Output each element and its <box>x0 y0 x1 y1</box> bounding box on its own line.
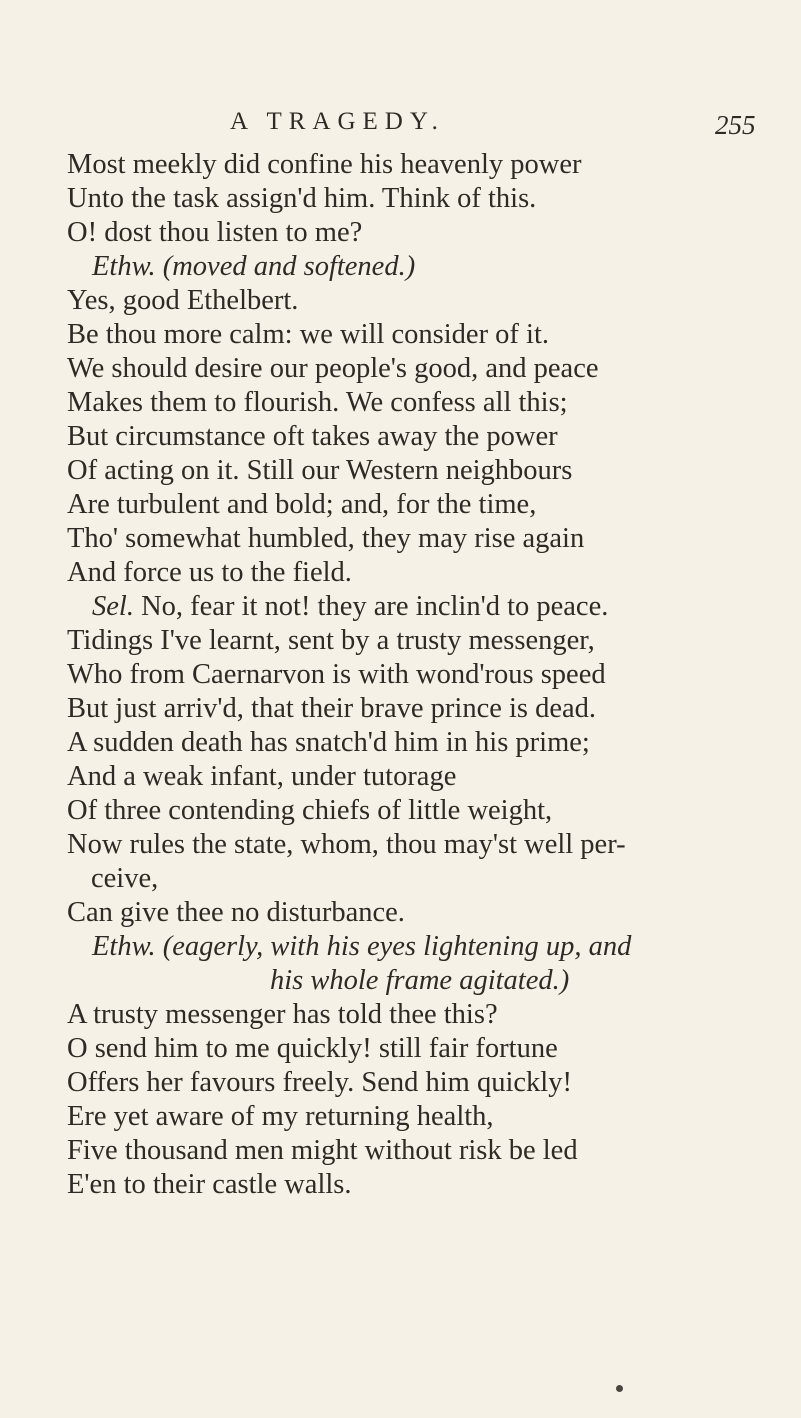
verse-line: E'en to their castle walls. <box>67 1169 352 1200</box>
verse-line: A sudden death has snatch'd him in his prime; <box>67 727 590 758</box>
verse-line: Are turbulent and bold; and, for the time, <box>67 489 537 520</box>
verse-line: O send him to me quickly! still fair fortune <box>67 1033 558 1064</box>
speaker-name: Ethw. <box>92 251 156 282</box>
speaker-line <box>92 248 415 286</box>
stage-direction-continuation: his whole frame agitated.) <box>270 965 570 996</box>
verse-line: But just arriv'd, that their brave prince is dead. <box>67 693 597 724</box>
verse-line: Makes them to flourish. We confess all this; <box>67 387 568 418</box>
speaker-line: Sel. No, fear it not! they are inclin'd to peace. <box>92 591 609 622</box>
verse-line: Offers her favours freely. Send him quickly! <box>67 1067 572 1098</box>
verse-line: Of three contending chiefs of little weight, <box>67 795 553 826</box>
verse-line: Ere yet aware of my returning health, <box>67 1101 494 1132</box>
speaker-line <box>92 928 631 966</box>
verse-line: Can give thee no disturbance. <box>67 897 405 928</box>
verse-line: Be thou more calm: we will consider of it. <box>67 319 550 350</box>
verse-line: Now rules the state, whom, thou may'st well per- <box>67 829 626 860</box>
verse-line: Who from Caernarvon is with wond'rous speed <box>67 659 606 690</box>
page-number: 255 <box>715 110 756 140</box>
ink-speck <box>616 1385 623 1392</box>
verse-line: Five thousand men might without risk be led <box>67 1135 578 1166</box>
speaker-name: Sel. <box>92 591 134 622</box>
verse-line-continuation: ceive, <box>91 863 159 894</box>
verse-line: And force us to the field. <box>67 557 352 588</box>
verse-line: And a weak infant, under tutorage <box>67 761 457 792</box>
verse-line: We should desire our people's good, and peace <box>67 353 599 384</box>
stage-direction: (moved and softened.) <box>162 251 416 282</box>
verse-line: But circumstance oft takes away the power <box>67 421 558 452</box>
verse-line: Tho' somewhat humbled, they may rise again <box>67 523 585 554</box>
verse-line: Most meekly did confine his heavenly power <box>67 149 582 180</box>
stage-direction: (eagerly, with his eyes lightening up, and <box>162 931 632 962</box>
verse-line: Unto the task assign'd him. Think of this. <box>67 183 537 214</box>
verse-line: Of acting on it. Still our Western neighbours <box>67 455 573 486</box>
verse-line: Tidings I've learnt, sent by a trusty messenger, <box>67 625 595 656</box>
verse-line: A trusty messenger has told thee this? <box>67 999 498 1030</box>
running-title: A TRAGEDY. <box>230 108 445 135</box>
page-header <box>0 108 801 148</box>
speaker-name: Ethw. <box>92 931 156 962</box>
verse-line: O! dost thou listen to me? <box>67 217 363 248</box>
verse-line: Yes, good Ethelbert. <box>67 285 299 316</box>
